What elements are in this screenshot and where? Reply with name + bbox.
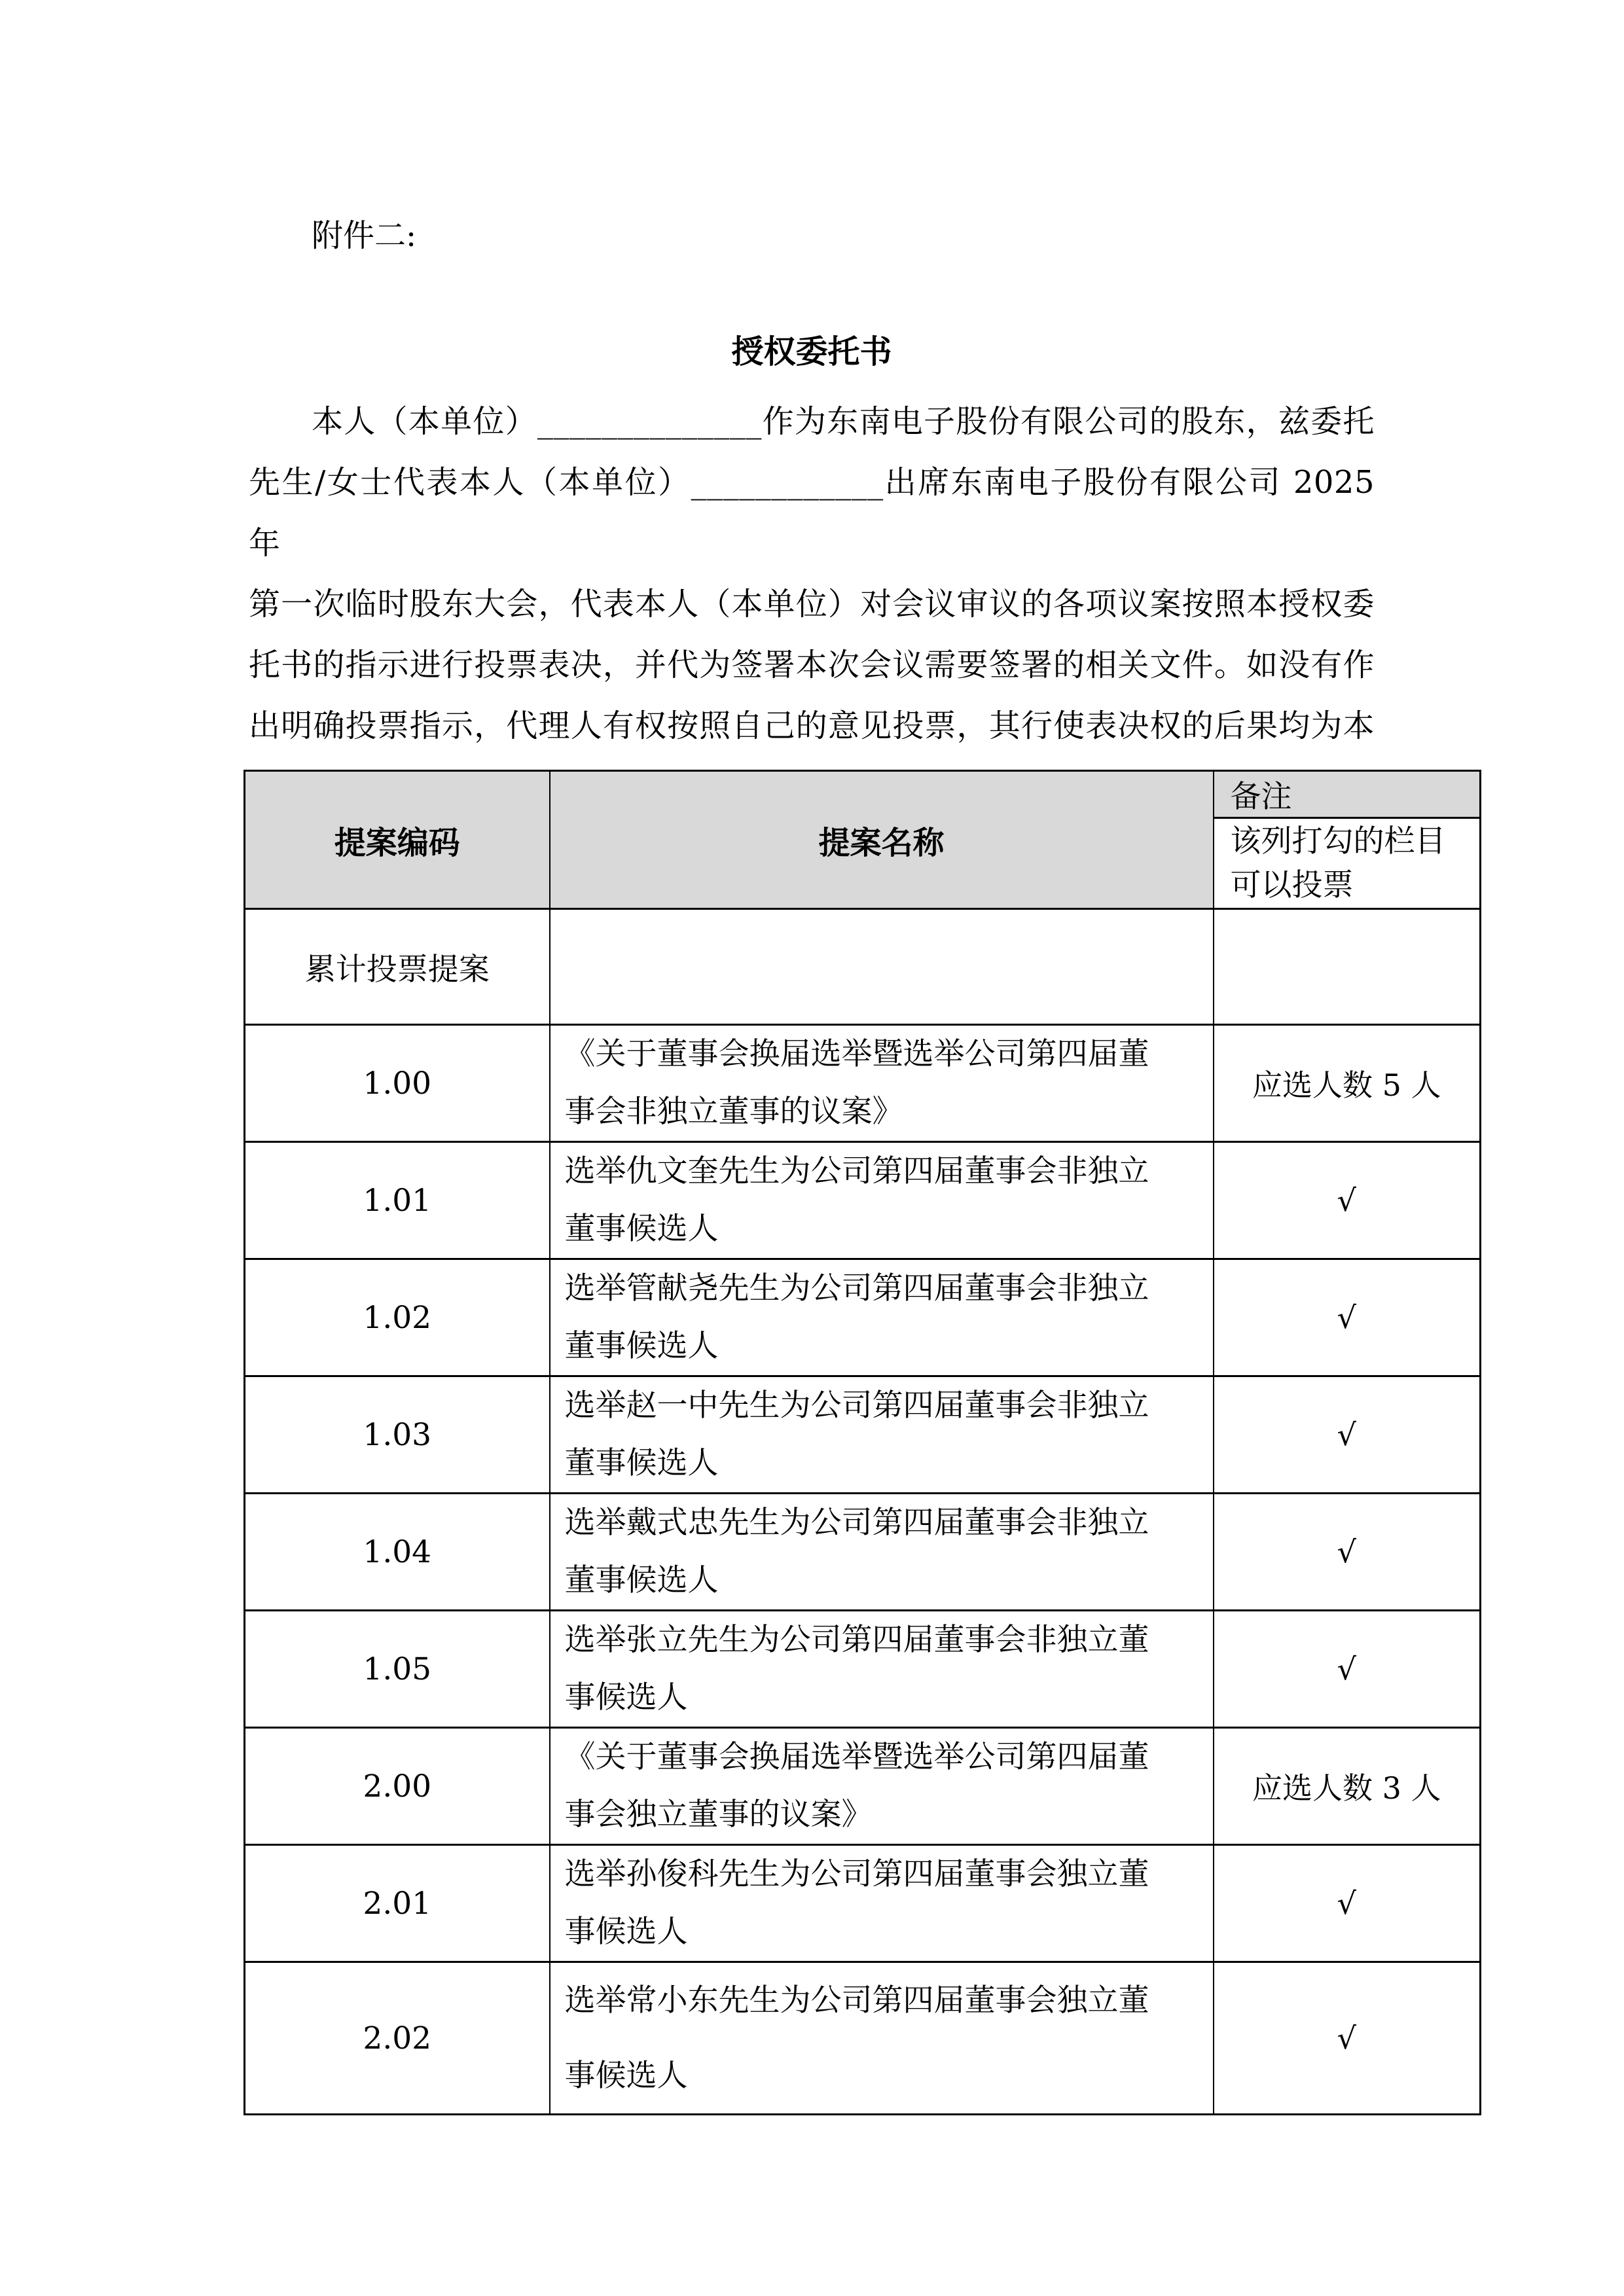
- paragraph-line: 出明确投票指示，代理人有权按照自己的意见投票，其行使表决权的后果均为本: [249, 708, 1375, 744]
- paragraph-line: 托书的指示进行投票表决，并代为签署本次会议需要签署的相关文件。如没有作: [249, 647, 1375, 683]
- cell-name: 《关于董事会换届选举暨选举公司第四届董事会独立董事的议案》: [550, 1728, 1214, 1845]
- cell-remark: 应选人数 3 人: [1214, 1728, 1481, 1845]
- cell-remark: √: [1214, 1376, 1481, 1494]
- cell-remark: √: [1214, 1611, 1481, 1728]
- cell-code: 1.00: [245, 1025, 550, 1142]
- cell-name: 选举孙俊科先生为公司第四届董事会独立董事候选人: [550, 1845, 1214, 1962]
- attachment-label: 附件二:: [312, 217, 417, 254]
- proposal-table-header: [245, 771, 1481, 909]
- proposal-row: [245, 909, 1481, 1025]
- proposal-row: [245, 1025, 1481, 1142]
- cell-name: 选举张立先生为公司第四届董事会非独立董事候选人: [550, 1611, 1214, 1728]
- cell-name: 选举管献尧先生为公司第四届董事会非独立董事候选人: [550, 1259, 1214, 1376]
- cell-remark: √: [1214, 1259, 1481, 1376]
- header-proposal-name: 提案名称: [550, 771, 1214, 909]
- cell-name: 选举常小东先生为公司第四届董事会独立董事候选人: [550, 1962, 1214, 2115]
- cell-name: [550, 909, 1214, 1025]
- cell-code: 1.04: [245, 1494, 550, 1611]
- proxy-paragraph: [249, 391, 1375, 817]
- cell-remark: √: [1214, 1494, 1481, 1611]
- cell-code: 2.02: [245, 1962, 550, 2115]
- cell-code: 2.00: [245, 1728, 550, 1845]
- cell-code: 1.02: [245, 1259, 550, 1376]
- cell-code: 2.01: [245, 1845, 550, 1962]
- cell-name: 选举仇文奎先生为公司第四届董事会非独立董事候选人: [550, 1142, 1214, 1259]
- cell-name: 选举戴式忠先生为公司第四届董事会非独立董事候选人: [550, 1494, 1214, 1611]
- proposal-table: [244, 770, 1481, 2115]
- proposal-row: [245, 1259, 1481, 1376]
- header-remark: 备注: [1214, 771, 1481, 818]
- cell-name: 选举赵一中先生为公司第四届董事会非独立董事候选人: [550, 1376, 1214, 1494]
- cell-remark: √: [1214, 1962, 1481, 2115]
- header-remark-note: 该列打勾的栏目可以投票: [1214, 818, 1481, 909]
- proposal-row: [245, 1494, 1481, 1611]
- cell-remark: √: [1214, 1142, 1481, 1259]
- paragraph-line: 本人（本单位）______________作为东南电子股份有限公司的股东，兹委托: [312, 403, 1375, 440]
- cell-code: 1.03: [245, 1376, 550, 1494]
- paragraph-line: 第一次临时股东大会，代表本人（本单位）对会议审议的各项议案按照本授权委: [249, 586, 1375, 622]
- cell-remark: √: [1214, 1845, 1481, 1962]
- cell-code: 累计投票提案: [245, 909, 550, 1025]
- proposal-row: [245, 1845, 1481, 1962]
- cell-remark: [1214, 909, 1481, 1025]
- paragraph-line: 先生/女士代表本人（本单位）____________出席东南电子股份有限公司 2025 年: [249, 464, 1375, 562]
- cell-remark: 应选人数 5 人: [1214, 1025, 1481, 1142]
- proposal-row: [245, 1728, 1481, 1845]
- cell-code: 1.01: [245, 1142, 550, 1259]
- header-proposal-code: 提案编码: [245, 771, 550, 909]
- doc-title: 授权委托书: [731, 332, 892, 370]
- header-row-top: [245, 771, 1481, 818]
- proposal-table-body: [245, 909, 1481, 2115]
- proposal-row: [245, 1962, 1481, 2115]
- proposal-row: [245, 1142, 1481, 1259]
- cell-code: 1.05: [245, 1611, 550, 1728]
- cell-name: 《关于董事会换届选举暨选举公司第四届董事会非独立董事的议案》: [550, 1025, 1214, 1142]
- proposal-row: [245, 1611, 1481, 1728]
- proposal-row: [245, 1376, 1481, 1494]
